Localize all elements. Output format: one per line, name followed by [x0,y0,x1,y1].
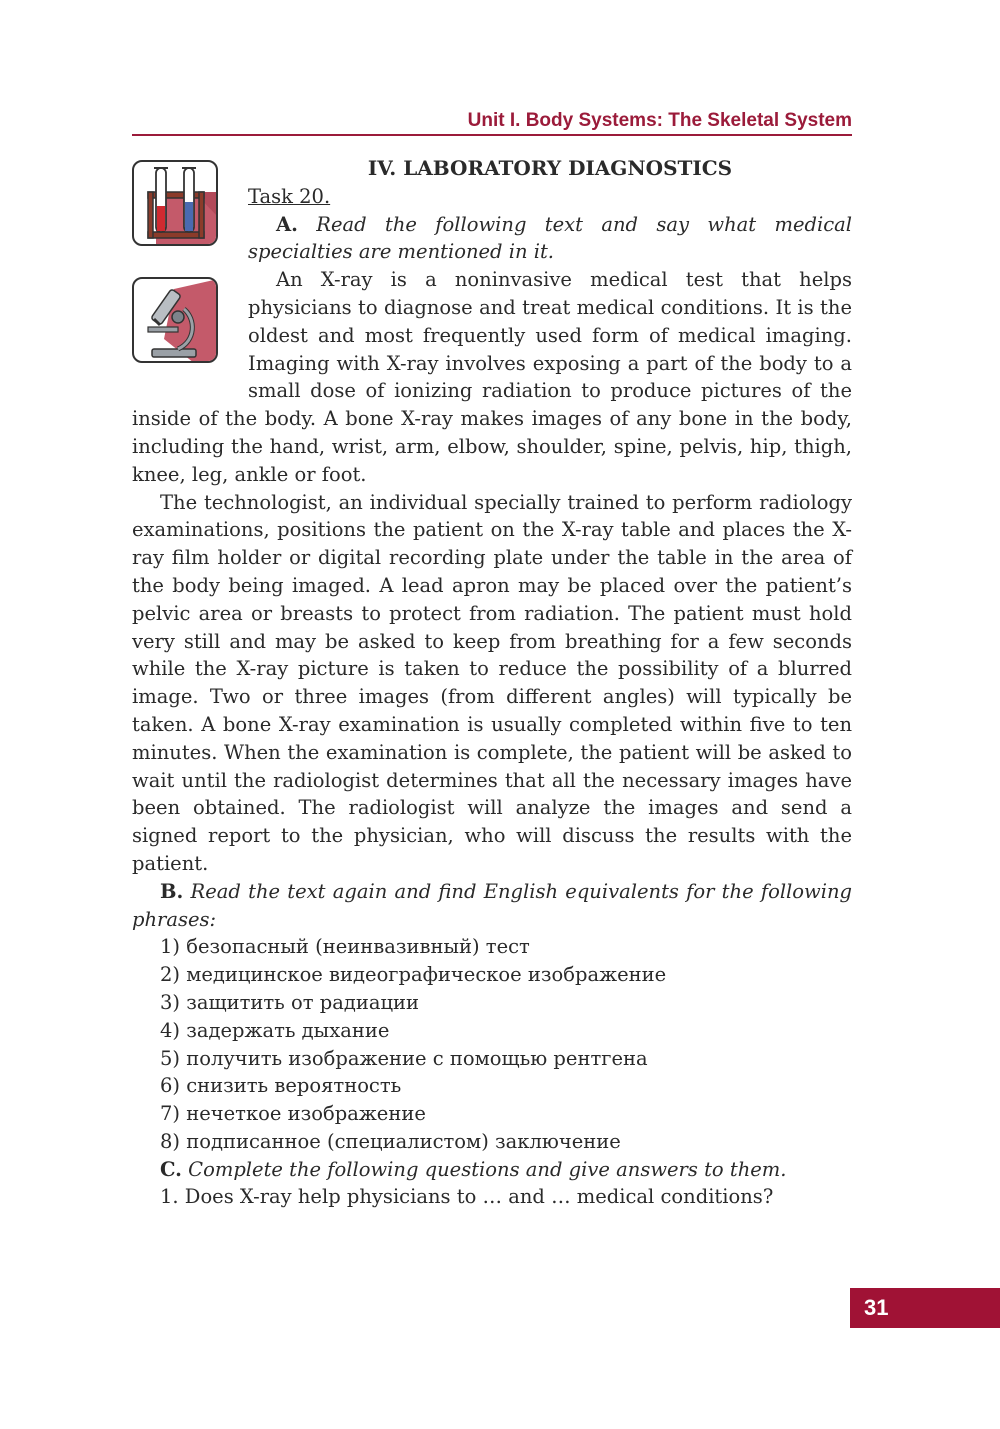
part-b-instruction [132,878,852,934]
paragraph-2: The technologist, an individual specially trained to perform radiology examinations, positions the patient on the X-ray table and places the X-ray film holder or digital recording plate under the table in the area of the body being imaged. A lead apron may be placed over the patient’s pelvic area or breasts to protect from radiation. The patient must hold very still and may be asked to keep from breathing for a few seconds while the X-ray picture is taken to reduce the possibility of a blurred image. Two or three images (from different angles) will typically be taken. A bone X-ray examination is usually completed within five to ten minutes. When the examination is complete, the patient will be asked to wait until the radiologist determines that all the necessary images have been obtained. The radiologist will analyze the images and send a signed report to the physician, who will discuss the results with the patient. [132,490,852,875]
part-b-text: Read the text again and find English equivalents for the following phrases: [132,879,852,931]
page-number: 31 [850,1288,1000,1328]
icon-spacer [132,155,248,385]
part-a-text: Read the following text and say what medical specialties are mentioned in it. [248,212,852,264]
part-c-label: C. [160,1157,182,1181]
part-a-label: A. [276,212,298,236]
phrase-list [132,933,852,1155]
part-c-text: Complete the following questions and give answers to them. [188,1157,787,1181]
list-item: 2) медицинское видеографическое изображение [160,963,667,987]
question-item: 1. Does X-ray help physicians to … and … medical conditions? [160,1185,774,1209]
header-title: Unit I. Body Systems: The Skeletal System [467,110,852,131]
running-header [132,108,852,136]
list-item: 6) снизить вероятность [160,1074,402,1098]
list-item: 8) подписанное (специалистом) заключение [160,1129,621,1153]
list-item: 1) безопасный (неинвазивный) тест [160,935,530,959]
list-item: 7) нечеткое изображение [160,1102,426,1126]
page-content [132,155,852,1211]
task-label: Task 20. [248,184,331,208]
part-b-label: B. [160,879,184,903]
section-title: IV. LABORATORY DIAGNOSTICS [367,156,733,180]
paragraph-1: An X-ray is a noninvasive medical test that helps physicians to diagnose and treat medical conditions. It is the oldest and most frequently used form of medical imaging. Imaging with X-ray involves exposing a part of the body to a small dose of ionizing radiation to produce pictures of the inside of the body. A bone X-ray makes images of any bone in the body, including the hand, wrist, arm, elbow, shoulder, spine, pelvis, hip, thigh, knee, leg, ankle or foot. [132,268,852,486]
list-item: 5) получить изображение с помощью рентгена [160,1046,648,1070]
part-c-instruction [132,1156,852,1184]
list-item: 3) защитить от радиации [160,990,419,1014]
list-item: 4) задержать дыхание [160,1018,390,1042]
